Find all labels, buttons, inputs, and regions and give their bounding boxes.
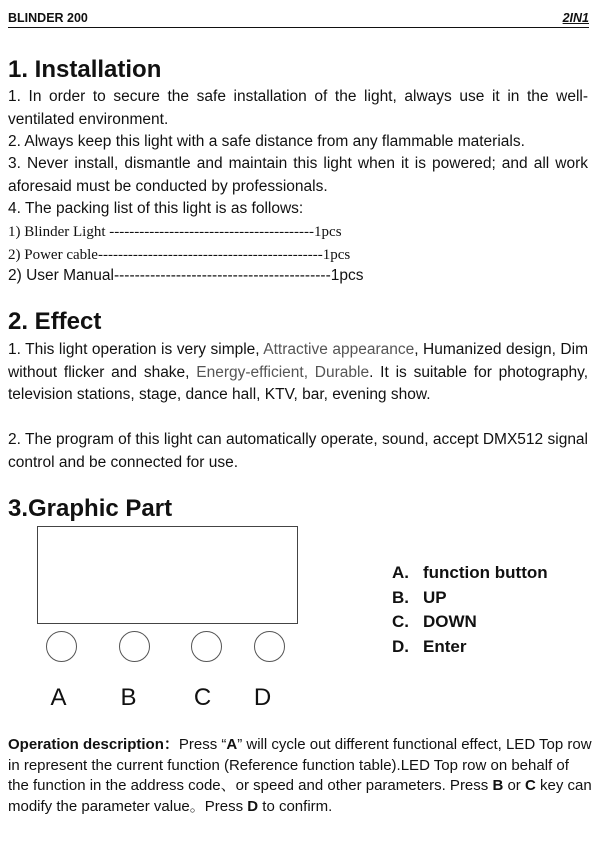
panel-button-a [46,631,77,662]
button-label-b: B [120,684,137,711]
packing-item-blinder-light: 1) Blinder Light -----------------------------------------1pcs [8,224,342,240]
effect-item-2: 2. The program of this light can automatically operate, sound, accept DMX512 signal control and be connected for use. [8,431,588,471]
packing-item-power-cable: 2) Power cable---------------------------------------------1pcs [8,247,351,263]
legend-item-c: C. DOWN [392,612,477,631]
effect-highlight-efficiency: Energy-efficient, Durable [196,363,370,381]
effect-highlight-appearance: Attractive appearance [263,341,415,358]
header-product-name: BLINDER 200 [8,11,88,25]
effect-item-1: 1. This light operation is very simple, Attractive appearance, Humanized design, Dim without flicker and shake, Energy-efficient, Durable. It is suitable for photography, television stations, stage, dance hall, KTV, bar, evening show. [8,341,588,403]
panel-button-c [191,631,222,662]
legend-item-d: D. Enter [392,636,467,656]
button-label-a: A [50,684,67,711]
installation-item-4: 4. The packing list of this light is as follows: [8,200,304,217]
header-model-tag: 2IN1 [562,11,589,25]
packing-item-user-manual: 2) User Manual------------------------------------------1pcs [8,267,364,284]
installation-item-2: 2. Always keep this light with a safe distance from any flammable materials. [8,133,525,150]
button-label-d: D [253,684,272,711]
effect-heading: 2. Effect [8,308,102,335]
panel-button-b [119,631,150,662]
installation-heading: 1. Installation [8,56,162,83]
led-display-panel [37,526,298,624]
legend-item-a: A. function button [392,563,548,582]
button-label-c: C [193,684,212,711]
installation-item-3: 3. Never install, dismantle and maintain this light when it is powered; and all work aforesaid must be conducted by professionals. [8,155,588,195]
operation-description-label: Operation description： [8,736,179,753]
panel-button-d [254,631,285,662]
installation-item-1: 1. In order to secure the safe installation of the light, always use it in the well-ventilated environment. [8,88,588,128]
graphic-part-heading: 3.Graphic Part [8,495,173,522]
page-header [8,9,589,28]
operation-description: Operation description：Press “A” will cycle out different functional effect, LED Top row in represent the current function (Reference function table).LED Top row on behalf of the function in the address code、or speed and other parameters. Press B or C key can modify the parameter value。Press D to confirm. [8,736,592,815]
button-legend [392,561,548,659]
legend-item-b: B. UP [392,587,447,607]
